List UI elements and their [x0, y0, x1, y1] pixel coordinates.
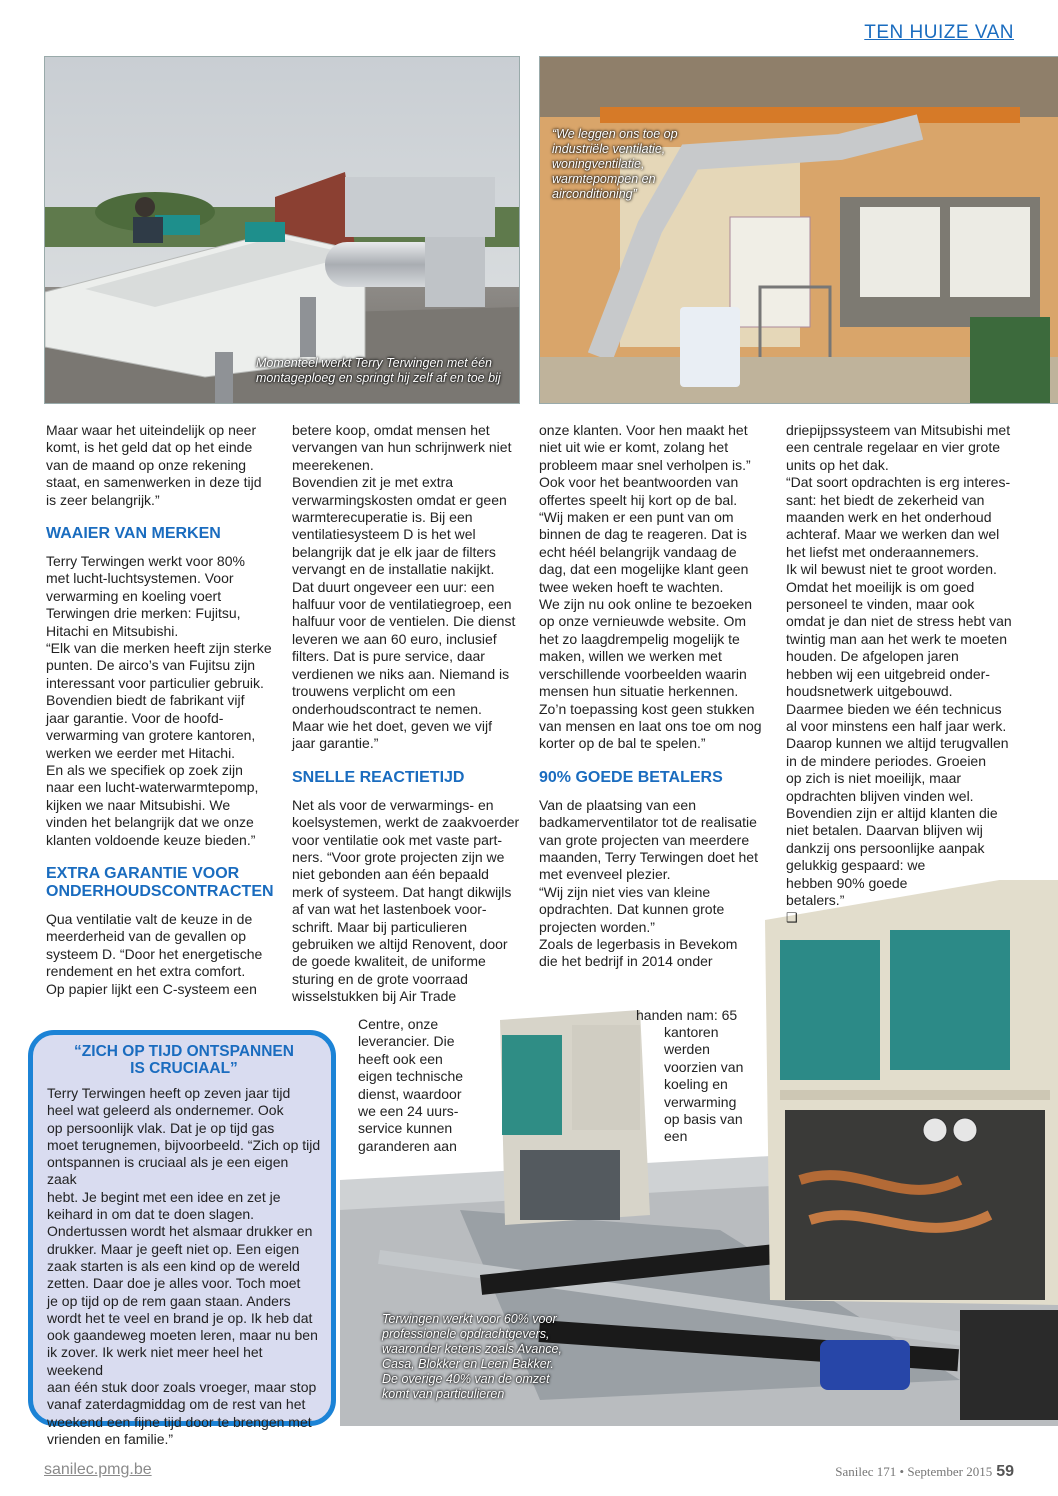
col3-paragraph-1: onze klanten. Voor hen maakt het niet uit wie er komt, zolang het probleem maar snel verholpen is.” Ook voor het beantwoorden van offertes speelt hij kort op de bal. “Wij maken er een punt van om binnen de dag te reageren. Dat is echt héél belangrijk vandaag de dag, dat een mogelijke klant geen twee weken hoeft te wachten. We zijn nu ook online te bezoeken op onze vernieuwde website. Om het zo laagdrempelig mogelijk te maken, willen we werken met verschillende voorbeelden waarin mensen hun situatie herkennen. Zo’n toepassing kost geen stukken van mensen en laat ons toe om nog korter op de bal te spelen.” — [539, 422, 762, 752]
col1-paragraph-1: Maar waar het uiteindelijk op neer komt, is het geld dat op het einde van de maand op onze rekening staat, en samenwerken in deze tijd is zeer belangrijk.” — [46, 422, 262, 508]
col4-paragraph-1: driepijpssysteem van Mitsubishi met een centrale regelaar en vier grote units op het dak. “Dat soort opdrachten is erg interes- sant: het biedt de zekerheid van maanden werk en het onderhoud achteraf. Maar we werken dan wel het liefst met onderaannemers. Ik wil bewust niet te groot worden. Omdat het moeilijk is om goed personeel te vinden, maar ook omdat je dan niet de stress hebt van twintig man aan het werk te moeten houden. De afgelopen jaren hebben wij een uitgebreid onder- houdsnetwerk uitgebouwd. Daarmee bieden we één technicus al voor minstens een half jaar werk. Daarop kunnen we altijd terugvallen in de mindere periodes. Groeien op zich is niet moeilijk, maar opdrachten blijven vinden wel. Bovendien zijn er altijd klanten die niet betalen. Daarvan blijven wij dankzij ons persoonlijke aanpak gelukkig gespaard: we hebben 90% goede betalers.” — [786, 422, 1012, 908]
workshop-photo — [539, 56, 1058, 404]
column-3-wrap-a — [636, 1007, 776, 1024]
heading-90-goede-betalers: 90% GOEDE BETALERS — [539, 768, 723, 786]
col3-paragraph-3a: handen nam: 65 — [636, 1007, 738, 1023]
column-2 — [292, 422, 522, 1006]
footer-website-link[interactable]: sanilec.pmg.be — [44, 1461, 152, 1478]
sidebar-box — [28, 1030, 336, 1447]
page-number: 59 — [996, 1463, 1014, 1480]
col1-paragraph-2: Terry Terwingen werkt voor 80% met lucht-luchtsystemen. Voor verwarming en koeling voert Terwingen drie merken: Fujitsu, Hitachi en Mitsubishi. “Elk van die merken heeft zijn sterke punten. De airco’s van Fujitsu zijn interessant voor particulier gebruik. Bovendien biedt de fabrikant vijf jaar garantie. Voor de hoofd- verwarming van grotere kantoren, werken we eerder met Hitachi. En als we specifiek op zoek zijn naar een lucht-waterwarmtepomp, kijken we naar Mitsubishi. We vinden het belangrijk dat we onze klanten voldoende keuze bieden.” — [46, 553, 272, 848]
rooftop-caption: Momenteel werkt Terry Terwingen met één montageploeg en springt hij zelf af en toe bij — [256, 356, 501, 385]
rooftop-photo — [44, 56, 520, 404]
units-caption: Terwingen werkt voor 60% voor professionele opdrachtgevers, waaronder ketens zoals Avance, Casa, Blokker en Leen Bakker. De overige 40% van de omzet komt van particulieren — [382, 1312, 562, 1401]
footer-issue — [835, 1463, 1014, 1481]
col3-paragraph-2: Van de plaatsing van een badkamerventilator tot de realisatie van grote projecten van meerdere maanden, Terry Terwingen doet het met evenveel plezier. “Wij zijn niet vies van kleine opdrachten. Dat kunnen grote projecten worden.” Zoals de legerbasis in Bevekom die het bedrijf in 2014 onder — [539, 796, 758, 970]
workshop-caption: “We leggen ons toe op industriële ventilatie, woningventilatie, warmtepompen en airconditioning” — [552, 127, 678, 201]
col2-paragraph-3: Centre, onze leverancier. Die heeft ook een eigen technische dienst, waardoor we een 24 uurs- service kunnen garanderen aan — [358, 1016, 464, 1154]
col3-paragraph-3b: kantoren werden voorzien van koeling en verwarming op basis van een — [664, 1024, 744, 1145]
column-4 — [786, 422, 1026, 927]
column-2-wrap — [358, 1016, 498, 1155]
col2-paragraph-2: Net als voor de verwarmings- en koelsystemen, werkt de zaakvoerder voor ventilatie ook met vaste part- ners. “Voor grote projecten zijn we niet gebonden aan één bepaald merk of systeem. Dat hangt dikwijls af van wat het lastenboek voor- schrift. Maar bij particulieren gebruiken we altijd Renovent, door de goede kwaliteit, de uniforme sturing en de grote voorraad wisselstukken bij Air Trade — [292, 796, 520, 1005]
column-1 — [46, 422, 276, 998]
column-3-wrap-b — [664, 1024, 774, 1146]
section-tag: TEN HUIZE VAN — [864, 22, 1014, 43]
col2-paragraph-1: betere koop, omdat mensen het vervangen van hun schrijnwerk niet meerekenen. Bovendien zit je met extra verwarmingskosten omdat er geen warmterecuperatie is. Bij een ventilatiesysteem D is het wel belangrijk dat je elk jaar de filters vervangt en de installatie nakijkt. Dat duurt ongeveer een uur: een halfuur voor de ventilatiegroep, een halfuur voor de ventielen. Die dienst leveren we aan 60 euro, inclusief filters. Dat is pure service, daar verdienen we niks aan. Niemand is trouwens verplicht om een onderhoudscontract te nemen. Maar wie het doet, geven we vijf jaar garantie.” — [292, 422, 516, 752]
footer-issue-text: Sanilec 171 • September 2015 — [835, 1464, 993, 1479]
sidebar-box-text: Terry Terwingen heeft op zeven jaar tijd heel wat geleerd als ondernemer. Ook op persoonlijk vlak. Dat je op tijd gas moet terugnemen, bijvoorbeeld. “Zich op tijd ontspannen is cruciaal als je een eigen zaak hebt. Je begint met een idee en zet je keihard in om dat te doen slagen. Ondertussen wordt het alsmaar drukker en drukker. Maar je geeft niet op. Een eigen zaak starten is als een kind op de wereld zetten. Daar doe je alles voor. Toch moet je op tijd op de rem gaan staan. Anders wordt het te veel en brand je op. Ik heb dat ook gaandeweg moeten leren, maar nu ben ik zover. Ik werk niet meer heel het weekend aan één stuk door zoals vroeger, maar stop vanaf zaterdagmiddag om de rest van het weekend een fijne tijd door te brengen met vrienden en familie.” — [47, 1085, 321, 1447]
heading-extra-garantie: EXTRA GARANTIE VOOR ONDERHOUDSCONTRACTEN — [46, 864, 274, 900]
end-mark: ❑ — [786, 910, 798, 926]
column-3 — [539, 422, 769, 971]
col1-paragraph-3: Qua ventilatie valt de keuze in de meerderheid van de gevallen op systeem D. “Door het energetische rendement en het extra comfort. Op papier lijkt een C-systeem een — [46, 910, 263, 997]
heading-snelle-reactietijd: SNELLE REACTIETIJD — [292, 768, 465, 786]
heading-waaier-van-merken: WAAIER VAN MERKEN — [46, 525, 221, 543]
sidebar-box-title: “ZICH OP TIJD ONTSPANNEN IS CRUCIAAL” — [74, 1043, 294, 1077]
